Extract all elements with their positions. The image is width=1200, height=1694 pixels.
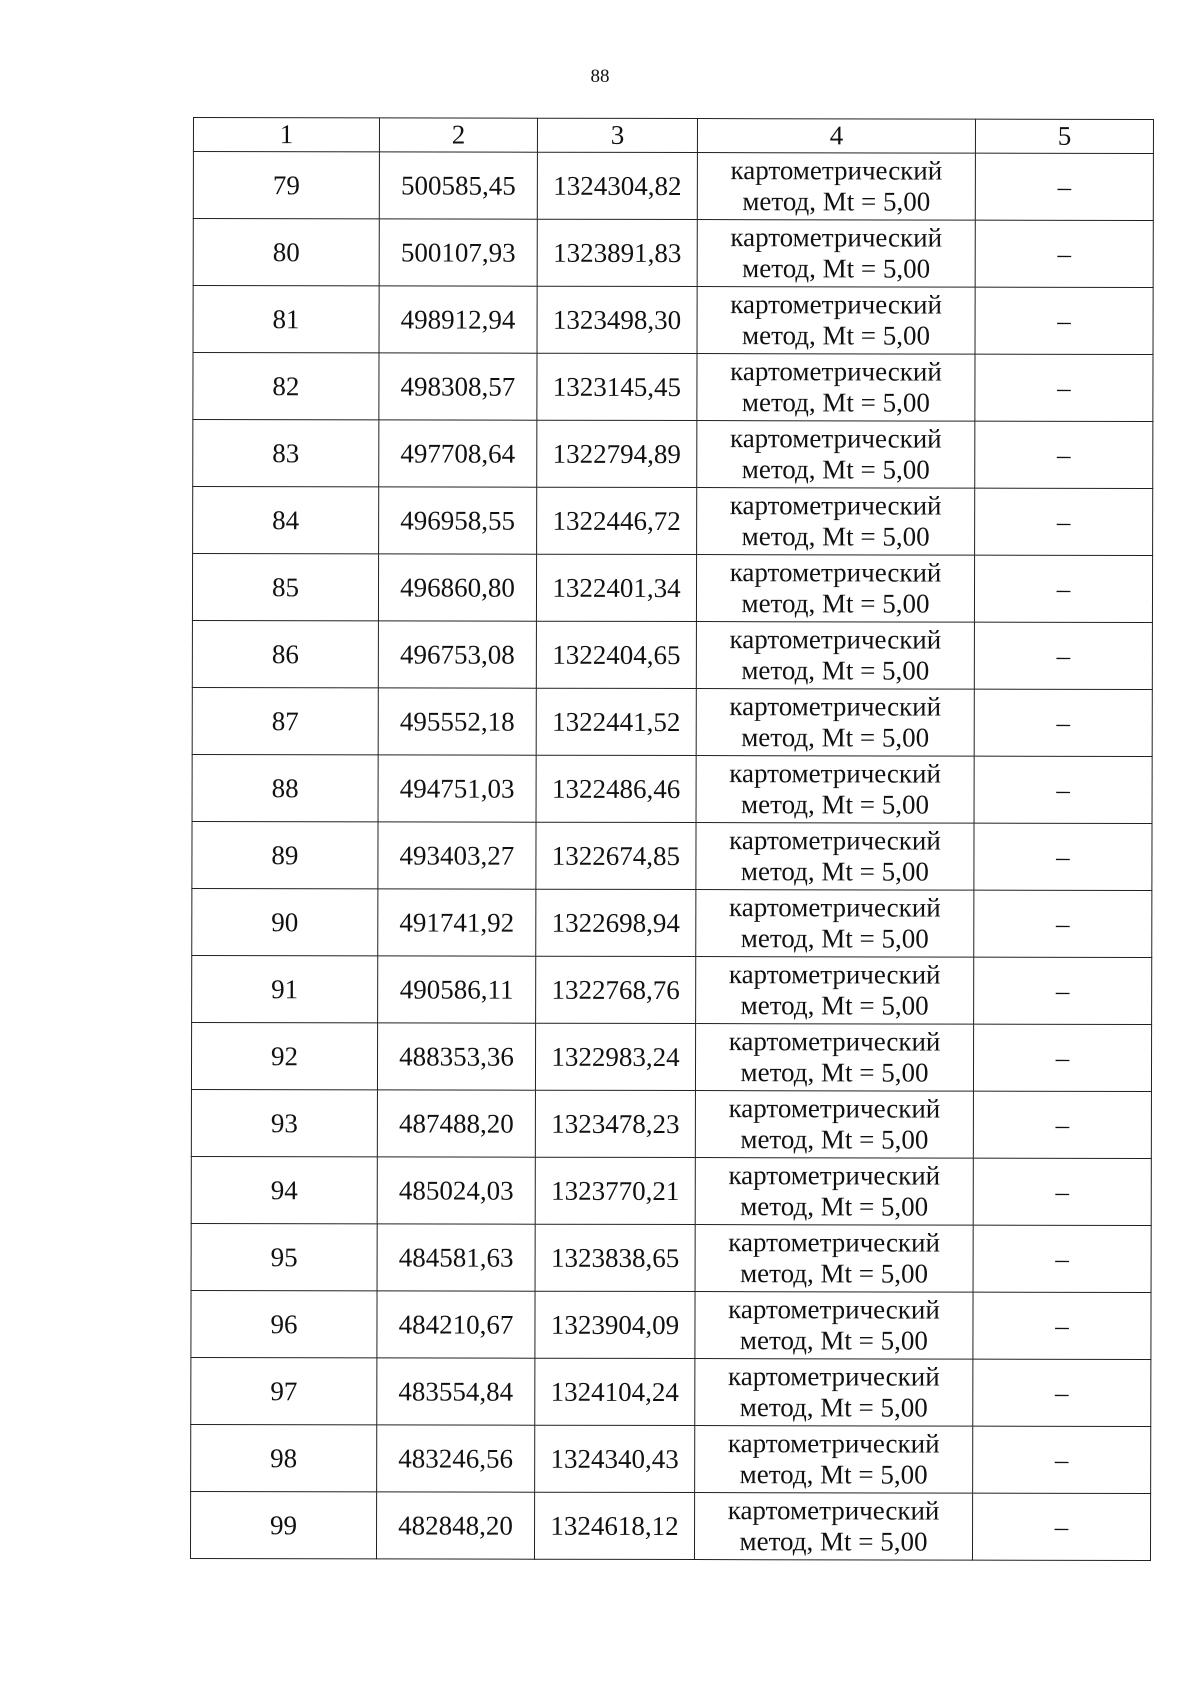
table-row xyxy=(193,286,1153,355)
x-coordinate-cell: 484581,63 xyxy=(377,1224,535,1291)
method-line: картометрический xyxy=(728,1294,940,1325)
page-number: 88 xyxy=(590,66,610,87)
table-row xyxy=(193,420,1153,489)
column-header-1: 1 xyxy=(193,118,379,152)
note-cell: – xyxy=(974,689,1152,756)
note-cell: – xyxy=(973,1024,1151,1091)
point-number-cell: 85 xyxy=(192,554,378,621)
table-header xyxy=(193,118,1153,154)
x-coordinate-cell: 498912,94 xyxy=(379,286,537,353)
y-coordinate-cell: 1322768,76 xyxy=(536,956,696,1023)
point-number-cell: 87 xyxy=(192,687,378,754)
note-cell: – xyxy=(974,890,1152,957)
x-coordinate-cell: 485024,03 xyxy=(377,1157,535,1224)
y-coordinate-cell: 1324340,43 xyxy=(535,1425,695,1492)
note-cell: – xyxy=(973,1426,1151,1493)
method-cell xyxy=(697,287,975,355)
note-cell: – xyxy=(972,1493,1150,1560)
x-coordinate-cell: 495552,18 xyxy=(378,688,536,755)
point-number-cell: 91 xyxy=(192,955,378,1022)
method-cell xyxy=(697,421,975,489)
point-number-cell: 83 xyxy=(193,420,379,487)
note-cell: – xyxy=(973,1158,1151,1225)
point-number-cell: 79 xyxy=(193,152,379,219)
method-cell xyxy=(696,555,974,623)
x-coordinate-cell: 496753,08 xyxy=(378,621,536,688)
method-cell xyxy=(694,1493,972,1561)
x-coordinate-cell: 496958,55 xyxy=(379,487,537,554)
point-number-cell: 98 xyxy=(191,1424,377,1491)
y-coordinate-cell: 1323838,65 xyxy=(535,1224,695,1291)
note-cell: – xyxy=(973,1292,1151,1359)
table-row xyxy=(192,955,1152,1024)
point-number-cell: 89 xyxy=(192,821,378,888)
point-number-cell: 92 xyxy=(191,1022,377,1089)
y-coordinate-cell: 1324618,12 xyxy=(534,1492,694,1559)
method-line: картометрический xyxy=(727,1495,940,1526)
method-cell xyxy=(695,1292,973,1360)
method-line: картометрический xyxy=(728,1026,941,1057)
method-line: картометрический xyxy=(730,155,943,186)
method-line: картометрический xyxy=(729,423,942,454)
point-number-cell: 99 xyxy=(190,1491,376,1558)
table-body xyxy=(190,152,1153,1561)
method-cell xyxy=(697,488,975,556)
method-cell xyxy=(695,1225,973,1293)
method-line: картометрический xyxy=(728,1160,941,1191)
table-row xyxy=(193,219,1153,288)
method-cell xyxy=(696,756,974,824)
method-cell xyxy=(696,689,974,757)
y-coordinate-cell: 1322404,65 xyxy=(536,621,696,688)
note-cell: – xyxy=(974,555,1152,622)
note-cell: – xyxy=(975,354,1153,421)
point-number-cell: 82 xyxy=(193,353,379,420)
method-cell xyxy=(695,1158,973,1226)
table-row xyxy=(193,152,1153,221)
y-coordinate-cell: 1322441,52 xyxy=(536,688,696,755)
point-number-cell: 90 xyxy=(192,888,378,955)
method-cell xyxy=(695,1359,973,1427)
x-coordinate-cell: 496860,80 xyxy=(378,554,536,621)
method-cell xyxy=(695,1024,973,1092)
method-line: метод, Mt = 5,00 xyxy=(740,856,929,887)
method-line: картометрический xyxy=(729,691,942,722)
method-line: метод, Mt = 5,00 xyxy=(741,521,930,552)
note-cell: – xyxy=(974,622,1152,689)
method-line: картометрический xyxy=(730,289,942,320)
method-line: картометрический xyxy=(729,825,941,856)
method-line: метод, Mt = 5,00 xyxy=(740,923,929,954)
point-number-cell: 84 xyxy=(193,487,379,554)
x-coordinate-cell: 491741,92 xyxy=(378,889,536,956)
y-coordinate-cell: 1323891,83 xyxy=(537,219,697,286)
x-coordinate-cell: 497708,64 xyxy=(379,420,537,487)
y-coordinate-cell: 1323478,23 xyxy=(535,1090,695,1157)
x-coordinate-cell: 500107,93 xyxy=(379,219,537,286)
y-coordinate-cell: 1322794,89 xyxy=(537,420,697,487)
table-row xyxy=(192,821,1152,890)
y-coordinate-cell: 1322674,85 xyxy=(536,822,696,889)
y-coordinate-cell: 1323498,30 xyxy=(537,286,697,353)
method-line: картометрический xyxy=(728,959,941,990)
y-coordinate-cell: 1323145,45 xyxy=(537,353,697,420)
table-row xyxy=(192,554,1152,623)
table-row xyxy=(191,1357,1151,1426)
method-line: метод, Mt = 5,00 xyxy=(741,789,930,820)
method-line: картометрический xyxy=(728,1361,940,1392)
x-coordinate-cell: 482848,20 xyxy=(376,1492,534,1559)
method-cell xyxy=(695,1091,973,1159)
x-coordinate-cell: 494751,03 xyxy=(378,755,536,822)
method-line: картометрический xyxy=(728,892,941,923)
point-number-cell: 88 xyxy=(192,754,378,821)
method-line: картометрический xyxy=(728,1093,941,1124)
coordinates-table xyxy=(190,117,1154,1561)
y-coordinate-cell: 1323904,09 xyxy=(535,1291,695,1358)
column-header-2: 2 xyxy=(379,118,537,152)
x-coordinate-cell: 490586,11 xyxy=(378,956,536,1023)
method-line: картометрический xyxy=(730,356,942,387)
method-line: картометрический xyxy=(729,490,942,521)
note-cell: – xyxy=(975,488,1153,555)
method-cell xyxy=(696,890,974,958)
method-line: картометрический xyxy=(729,624,942,655)
note-cell: – xyxy=(975,220,1153,287)
note-cell: – xyxy=(975,153,1153,220)
y-coordinate-cell: 1322486,46 xyxy=(536,755,696,822)
table-row xyxy=(191,1290,1151,1359)
method-cell xyxy=(697,220,975,288)
y-coordinate-cell: 1322401,34 xyxy=(536,554,696,621)
note-cell: – xyxy=(974,756,1152,823)
method-line: метод, Mt = 5,00 xyxy=(742,320,931,351)
note-cell: – xyxy=(973,1225,1151,1292)
x-coordinate-cell: 483554,84 xyxy=(377,1358,535,1425)
column-header-4: 4 xyxy=(697,119,975,154)
point-number-cell: 95 xyxy=(191,1223,377,1290)
point-number-cell: 97 xyxy=(191,1357,377,1424)
table-row xyxy=(193,487,1153,556)
point-number-cell: 93 xyxy=(191,1089,377,1156)
method-line: картометрический xyxy=(729,557,942,588)
method-cell xyxy=(696,823,974,891)
table-row xyxy=(192,620,1152,689)
method-line: метод, Mt = 5,00 xyxy=(740,990,929,1021)
y-coordinate-cell: 1324104,24 xyxy=(535,1358,695,1425)
x-coordinate-cell: 488353,36 xyxy=(377,1023,535,1090)
method-cell xyxy=(697,354,975,422)
x-coordinate-cell: 493403,27 xyxy=(378,822,536,889)
method-line: метод, Mt = 5,00 xyxy=(740,1057,929,1088)
method-line: метод, Mt = 5,00 xyxy=(741,454,930,485)
x-coordinate-cell: 483246,56 xyxy=(377,1425,535,1492)
note-cell: – xyxy=(973,1091,1151,1158)
header-row xyxy=(193,118,1153,154)
table-row xyxy=(192,888,1152,957)
method-line: метод, Mt = 5,00 xyxy=(739,1325,928,1356)
table-row xyxy=(191,1089,1151,1158)
point-number-cell: 80 xyxy=(193,219,379,286)
method-line: метод, Mt = 5,00 xyxy=(740,1191,929,1222)
y-coordinate-cell: 1322698,94 xyxy=(536,889,696,956)
method-line: метод, Mt = 5,00 xyxy=(741,387,930,418)
method-cell xyxy=(696,622,974,690)
method-line: картометрический xyxy=(730,222,943,253)
method-line: картометрический xyxy=(728,1227,941,1258)
note-cell: – xyxy=(974,957,1152,1024)
method-cell xyxy=(695,1426,973,1494)
method-line: метод, Mt = 5,00 xyxy=(739,1392,928,1423)
y-coordinate-cell: 1323770,21 xyxy=(535,1157,695,1224)
method-line: метод, Mt = 5,00 xyxy=(742,253,931,284)
y-coordinate-cell: 1324304,82 xyxy=(537,152,697,219)
method-line: метод, Mt = 5,00 xyxy=(741,655,930,686)
method-cell xyxy=(697,153,975,221)
table-row xyxy=(191,1424,1151,1493)
x-coordinate-cell: 484210,67 xyxy=(377,1291,535,1358)
method-line: метод, Mt = 5,00 xyxy=(740,1258,929,1289)
method-line: картометрический xyxy=(727,1428,940,1459)
note-cell: – xyxy=(974,823,1152,890)
y-coordinate-cell: 1322446,72 xyxy=(537,487,697,554)
method-line: метод, Mt = 5,00 xyxy=(739,1526,928,1557)
note-cell: – xyxy=(975,287,1153,354)
table-row xyxy=(193,353,1153,422)
method-cell xyxy=(696,957,974,1025)
point-number-cell: 96 xyxy=(191,1290,377,1357)
point-number-cell: 86 xyxy=(192,620,378,687)
table-row xyxy=(191,1156,1151,1225)
table-row xyxy=(192,687,1152,756)
note-cell: – xyxy=(973,1359,1151,1426)
point-number-cell: 81 xyxy=(193,286,379,353)
method-line: метод, Mt = 5,00 xyxy=(741,588,930,619)
note-cell: – xyxy=(975,421,1153,488)
point-number-cell: 94 xyxy=(191,1156,377,1223)
table-row xyxy=(191,1022,1151,1091)
y-coordinate-cell: 1322983,24 xyxy=(535,1023,695,1090)
method-line: картометрический xyxy=(729,758,941,789)
table-row xyxy=(192,754,1152,823)
column-header-3: 3 xyxy=(537,118,697,152)
method-line: метод, Mt = 5,00 xyxy=(740,1124,929,1155)
column-header-5: 5 xyxy=(975,119,1153,153)
x-coordinate-cell: 500585,45 xyxy=(379,152,537,219)
table-row xyxy=(190,1491,1150,1560)
method-line: метод, Mt = 5,00 xyxy=(741,722,930,753)
x-coordinate-cell: 487488,20 xyxy=(377,1090,535,1157)
method-line: метод, Mt = 5,00 xyxy=(742,186,931,217)
method-line: метод, Mt = 5,00 xyxy=(739,1459,928,1490)
table-row xyxy=(191,1223,1151,1292)
x-coordinate-cell: 498308,57 xyxy=(379,353,537,420)
